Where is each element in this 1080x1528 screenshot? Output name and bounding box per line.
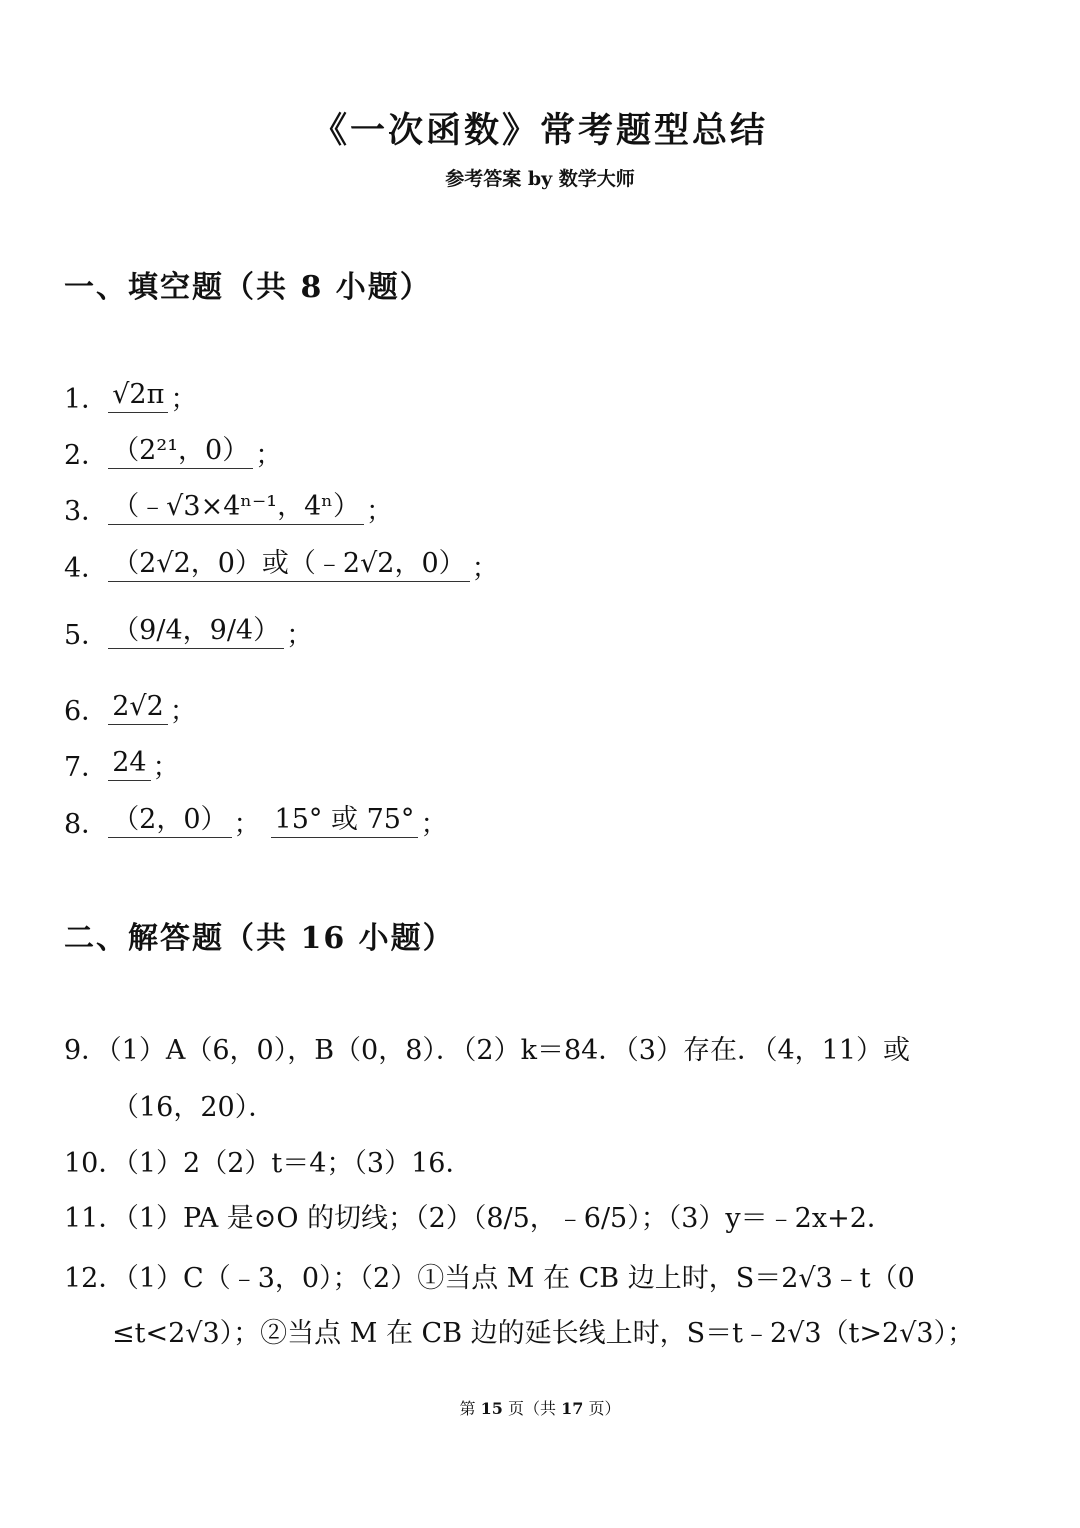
document-title: 《一次函数》常考题型总结 — [311, 110, 768, 151]
fill-answer-7 — [64, 744, 180, 784]
solution-line: 10．（1）2（2）t＝4；（3）16． — [64, 1148, 473, 1179]
fill-answer-8 — [64, 801, 447, 841]
item-suffix: ； — [233, 808, 261, 840]
solution-line: 11．（1）PA 是⊙O 的切线；（2）（8/5，﹣6/5）；（3）y＝﹣2x+2． — [64, 1203, 894, 1234]
fill-answer-5 — [64, 612, 313, 652]
item-suffix: ； — [366, 495, 393, 527]
section-heading-solutions: 二、解答题（共 16 小题） — [64, 921, 455, 956]
fill-answer-1 — [64, 376, 197, 416]
solution-line: 9．（1）A（6，0），B（0，8）．（2）k＝84．（3）存在．（4，11）或 — [64, 1035, 911, 1066]
answer-blank: （9/4，9/4） — [108, 615, 284, 649]
item-suffix: ； — [152, 751, 180, 783]
answer-blank: （﹣√3×4ⁿ⁻¹，4ⁿ） — [108, 491, 364, 525]
solution-line: （16，20）． — [112, 1092, 276, 1123]
answer-blank: √2π — [108, 379, 168, 413]
answer-blank: 2√2 — [108, 691, 168, 725]
item-suffix: ； — [170, 383, 198, 415]
item-number: 4． — [64, 552, 109, 584]
item-suffix: ； — [169, 695, 197, 727]
answer-blank: 24 — [108, 747, 150, 781]
item-number: 2． — [64, 439, 109, 471]
item-number: 1． — [64, 383, 109, 415]
answer-blank: （2²¹，0） — [108, 435, 253, 469]
solution-line: ≤t<2√3）；②当点 M 在 CB 边的延长线上时，S＝t﹣2√3（t>2√3）； — [112, 1318, 975, 1349]
footer-page-number: 15 — [480, 1399, 503, 1418]
page-footer — [0, 1396, 1080, 1419]
footer-suffix: 页） — [588, 1399, 621, 1418]
item-number: 8． — [64, 808, 109, 840]
item-suffix-2: ； — [420, 808, 448, 840]
item-suffix: ； — [286, 619, 314, 651]
answer-blank-2: 15° 或 75° — [271, 804, 419, 838]
fill-answer-4 — [64, 545, 499, 585]
footer-middle: 页（共 — [507, 1399, 556, 1418]
item-number: 7． — [64, 751, 109, 783]
item-number: 6． — [64, 695, 109, 727]
solution-line: 12．（1）C（﹣3，0）；（2）①当点 M 在 CB 边上时，S＝2√3﹣t（0 — [64, 1263, 915, 1294]
fill-answer-3 — [64, 488, 393, 528]
document-subtitle: 参考答案 by 数学大师 — [445, 168, 635, 190]
footer-prefix: 第 — [459, 1399, 476, 1418]
fill-answer-6 — [64, 688, 197, 728]
item-suffix: ； — [471, 552, 499, 584]
item-suffix: ； — [255, 439, 283, 471]
footer-total-pages: 17 — [561, 1399, 584, 1418]
answer-blank: （2，0） — [108, 804, 231, 838]
item-number: 5． — [64, 619, 109, 651]
item-number: 3． — [64, 495, 109, 527]
answer-blank: （2√2，0）或（﹣2√2，0） — [108, 548, 469, 582]
fill-answer-2 — [64, 432, 282, 472]
section-heading-fill-in: 一、填空题（共 8 小题） — [64, 270, 432, 305]
